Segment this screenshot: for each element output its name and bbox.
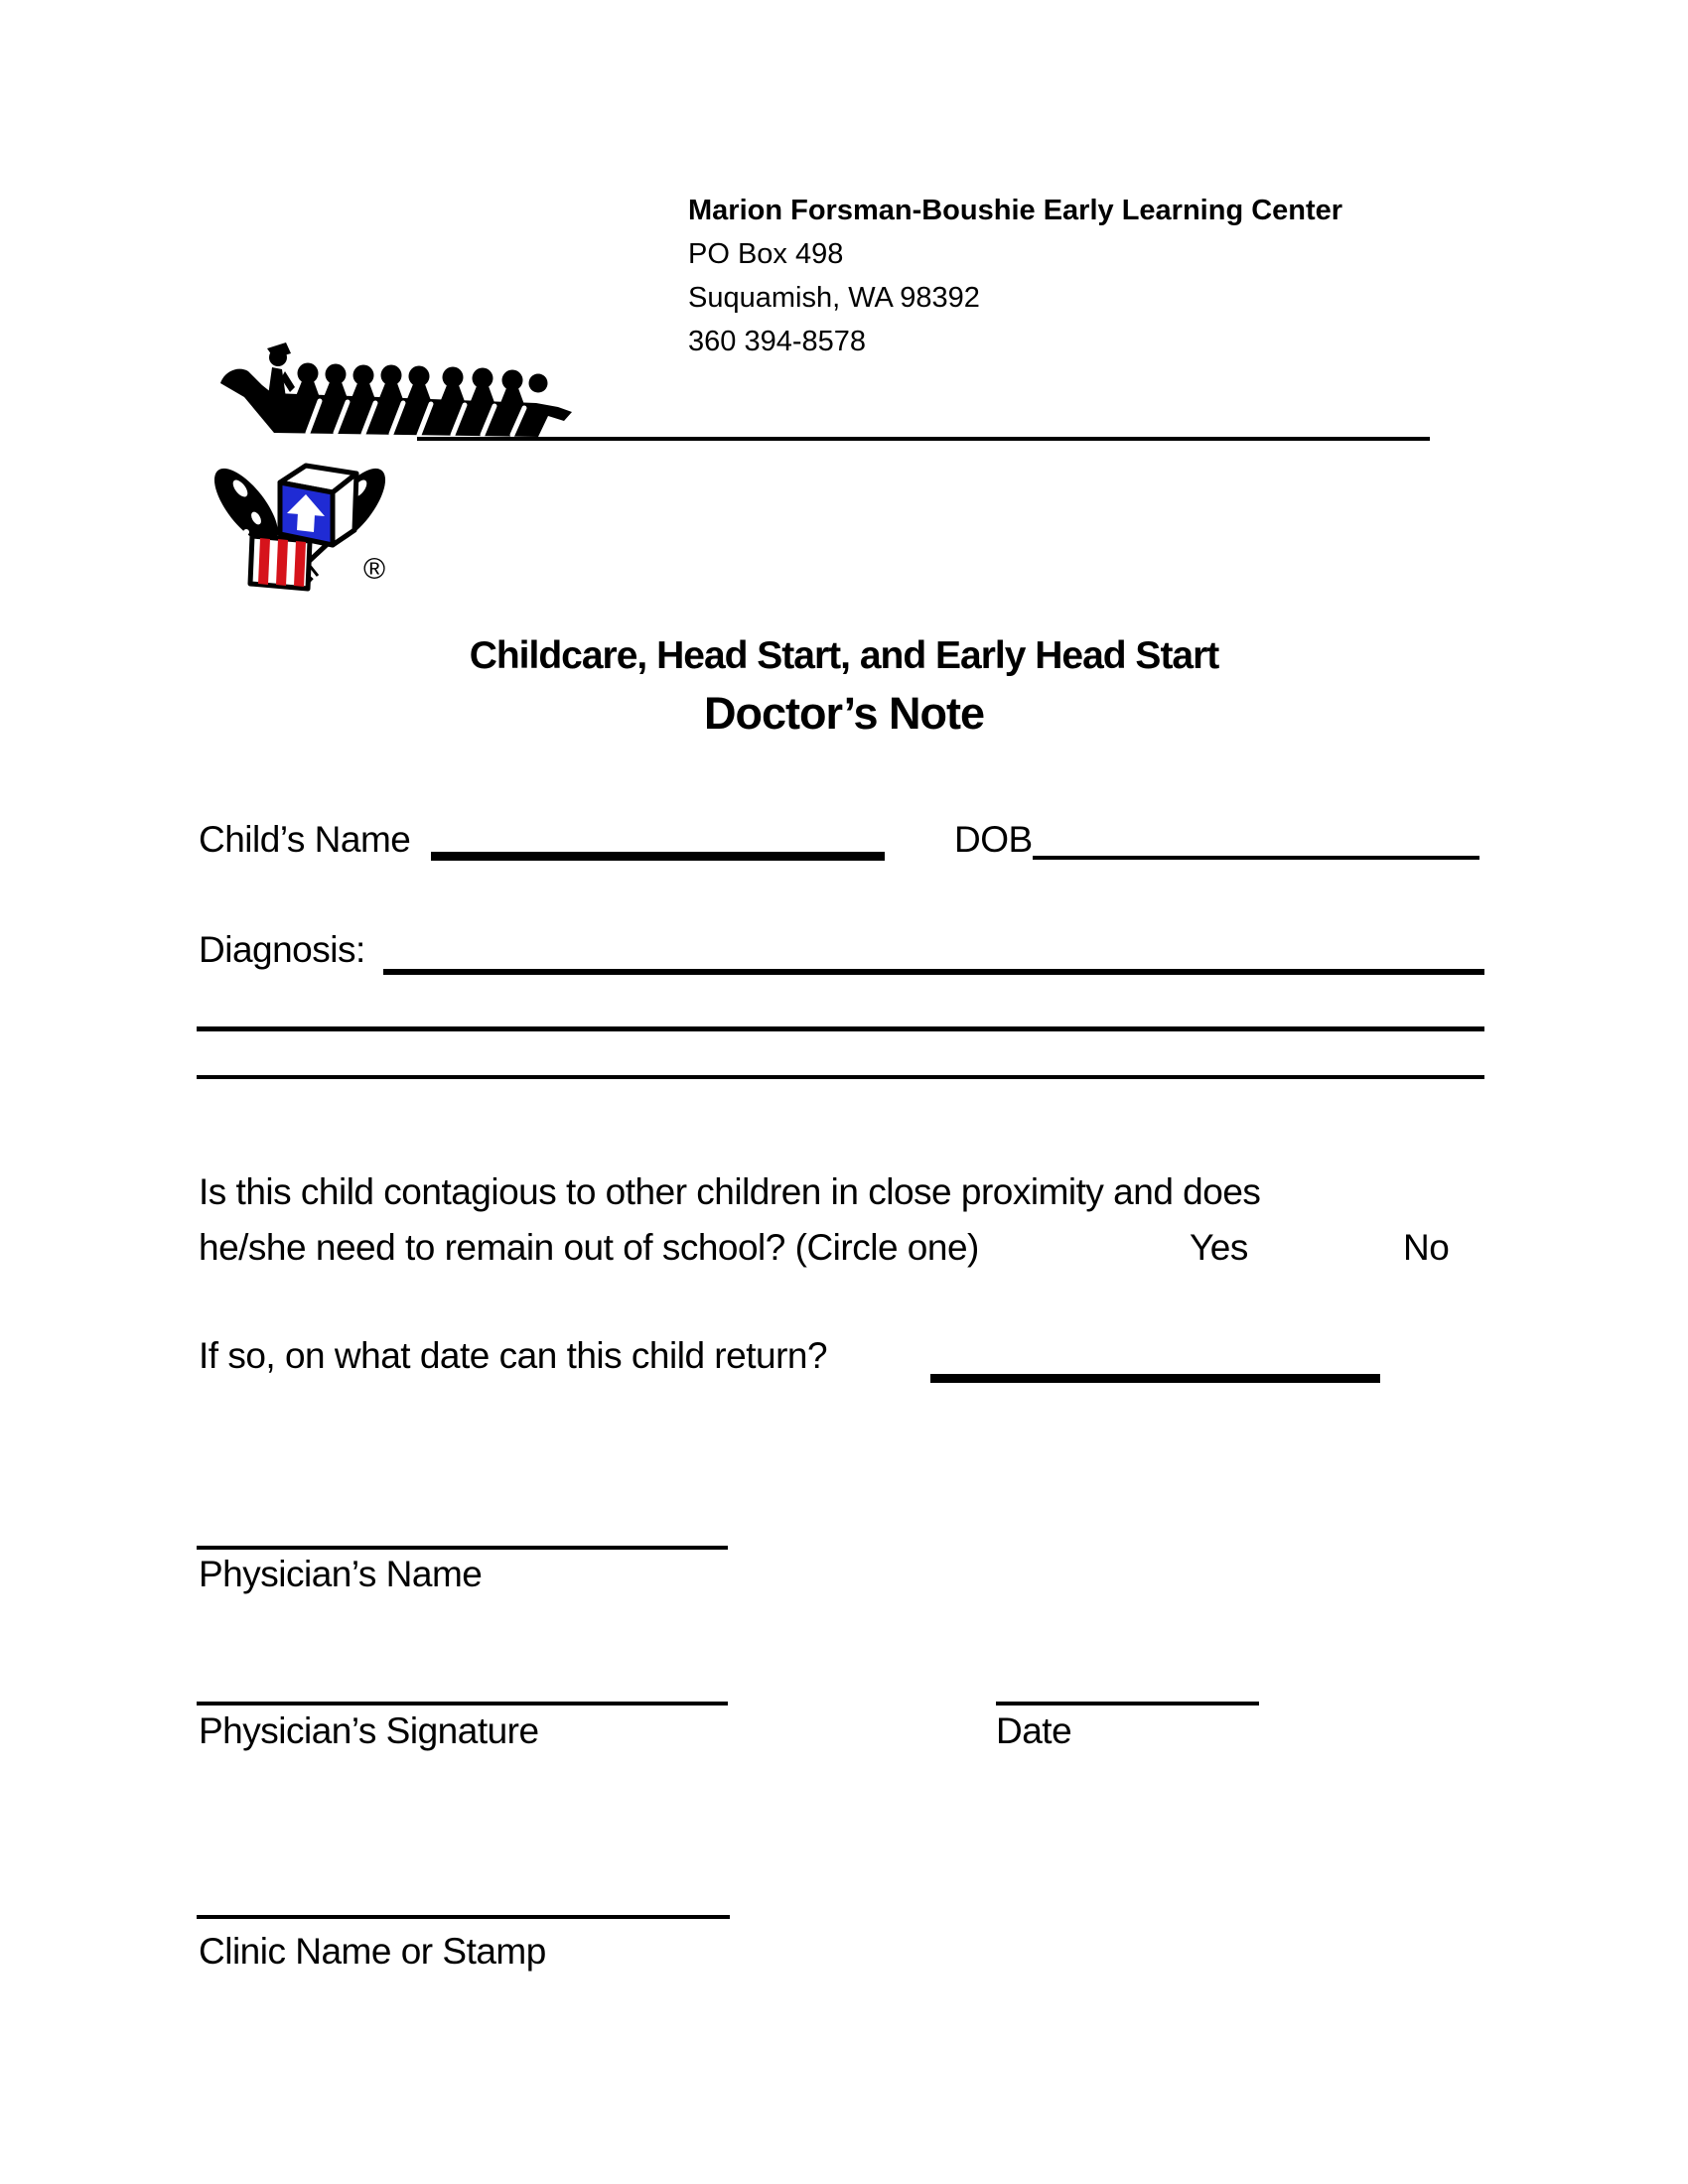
form-title-line2: Doctor’s Note (703, 688, 985, 739)
org-name: Marion Forsman-Boushie Early Learning Center (688, 195, 1343, 226)
registered-trademark-symbol: ® (363, 553, 386, 586)
diagnosis-blank-line-2[interactable] (197, 1026, 1484, 1031)
dob-label: DOB (954, 819, 1033, 860)
diagnosis-label: Diagnosis: (199, 929, 365, 970)
child-name-label: Child’s Name (199, 819, 411, 860)
letterhead-divider-line (417, 437, 1430, 441)
child-name-blank-line[interactable] (431, 852, 885, 861)
org-phone: 360 394-8578 (688, 326, 866, 357)
date-blank-line[interactable] (996, 1702, 1259, 1706)
physician-signature-blank-line[interactable] (197, 1702, 728, 1706)
diagnosis-blank-line-3[interactable] (197, 1075, 1484, 1079)
letterhead (688, 189, 1342, 363)
diagnosis-blank-line-1[interactable] (383, 969, 1484, 975)
clinic-name-blank-line[interactable] (197, 1915, 730, 1919)
date-label: Date (996, 1710, 1072, 1751)
return-date-blank-line[interactable] (930, 1374, 1380, 1383)
physician-name-blank-line[interactable] (197, 1546, 728, 1550)
yes-option[interactable]: Yes (1190, 1227, 1248, 1268)
head-start-logo-container (195, 449, 407, 593)
org-po-box: PO Box 498 (688, 238, 844, 270)
canoe-logo-container (216, 341, 574, 443)
return-date-question: If so, on what date can this child return? (199, 1335, 828, 1376)
contagious-question-line2: he/she need to remain out of school? (Circle one) (199, 1227, 979, 1268)
physician-signature-label: Physician’s Signature (199, 1710, 539, 1751)
form-title-line1: Childcare, Head Start, and Early Head Start (469, 634, 1219, 677)
physician-name-label: Physician’s Name (199, 1554, 483, 1594)
clinic-name-label: Clinic Name or Stamp (199, 1931, 546, 1972)
head-start-logo-icon (195, 449, 407, 593)
contagious-question-line1: Is this child contagious to other children in close proximity and does (199, 1171, 1261, 1212)
no-option[interactable]: No (1403, 1227, 1450, 1268)
canoe-paddlers-icon (216, 341, 574, 441)
org-city-state-zip: Suquamish, WA 98392 (688, 282, 980, 314)
dob-blank-line[interactable] (1033, 856, 1479, 860)
